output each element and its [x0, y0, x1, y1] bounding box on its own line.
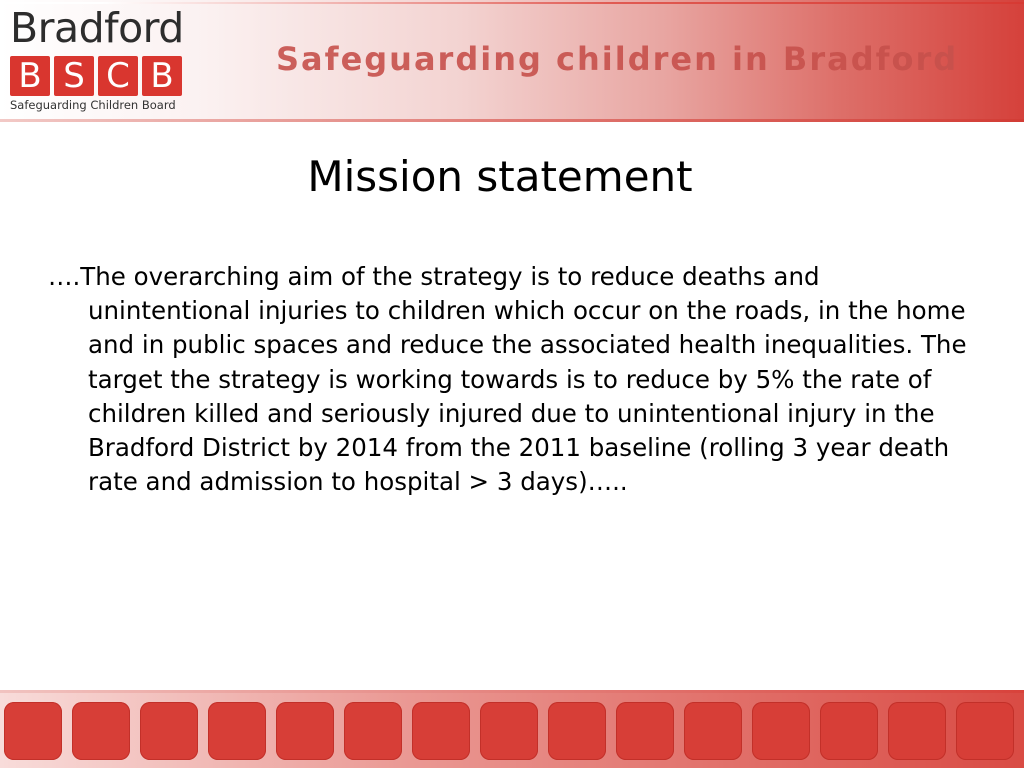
footer-block — [616, 702, 674, 760]
logo-letter-blocks — [10, 56, 182, 96]
footer-block — [480, 702, 538, 760]
footer-block — [208, 702, 266, 760]
footer-block — [548, 702, 606, 760]
footer-block — [140, 702, 198, 760]
logo-letter-c: C — [98, 56, 138, 96]
footer-block — [4, 702, 62, 760]
logo-letter-b: B — [10, 56, 50, 96]
logo-letter-s: S — [54, 56, 94, 96]
mission-statement-text: ….The overarching aim of the strategy is to reduce deaths and unintentional injuries to children which occur on the roads, in the home and in public spaces and reduce the associated health inequalities. The target the strategy is working towards is to reduce by 5% the rate of children killed and seriously injured due to unintentional injury in the Bradford District by 2014 from the 2011 baseline (rolling 3 year death rate and admission to hospital > 3 days)….. — [48, 262, 967, 497]
footer-decoration — [0, 690, 1024, 768]
footer-block — [888, 702, 946, 760]
logo-subtitle: Safeguarding Children Board — [10, 98, 176, 112]
header-banner — [0, 0, 1024, 122]
slide-title: Mission statement — [307, 152, 693, 201]
footer-block — [72, 702, 130, 760]
footer-blocks — [4, 702, 1014, 760]
footer-block — [752, 702, 810, 760]
footer-block — [344, 702, 402, 760]
footer-block — [276, 702, 334, 760]
footer-block — [956, 702, 1014, 760]
footer-block — [820, 702, 878, 760]
logo-letter-b2: B — [142, 56, 182, 96]
footer-block — [412, 702, 470, 760]
logo-wordmark: Bradford — [10, 4, 184, 52]
footer-block — [684, 702, 742, 760]
banner-title: Safeguarding children in Bradford — [276, 40, 959, 78]
bscb-logo — [6, 6, 196, 114]
